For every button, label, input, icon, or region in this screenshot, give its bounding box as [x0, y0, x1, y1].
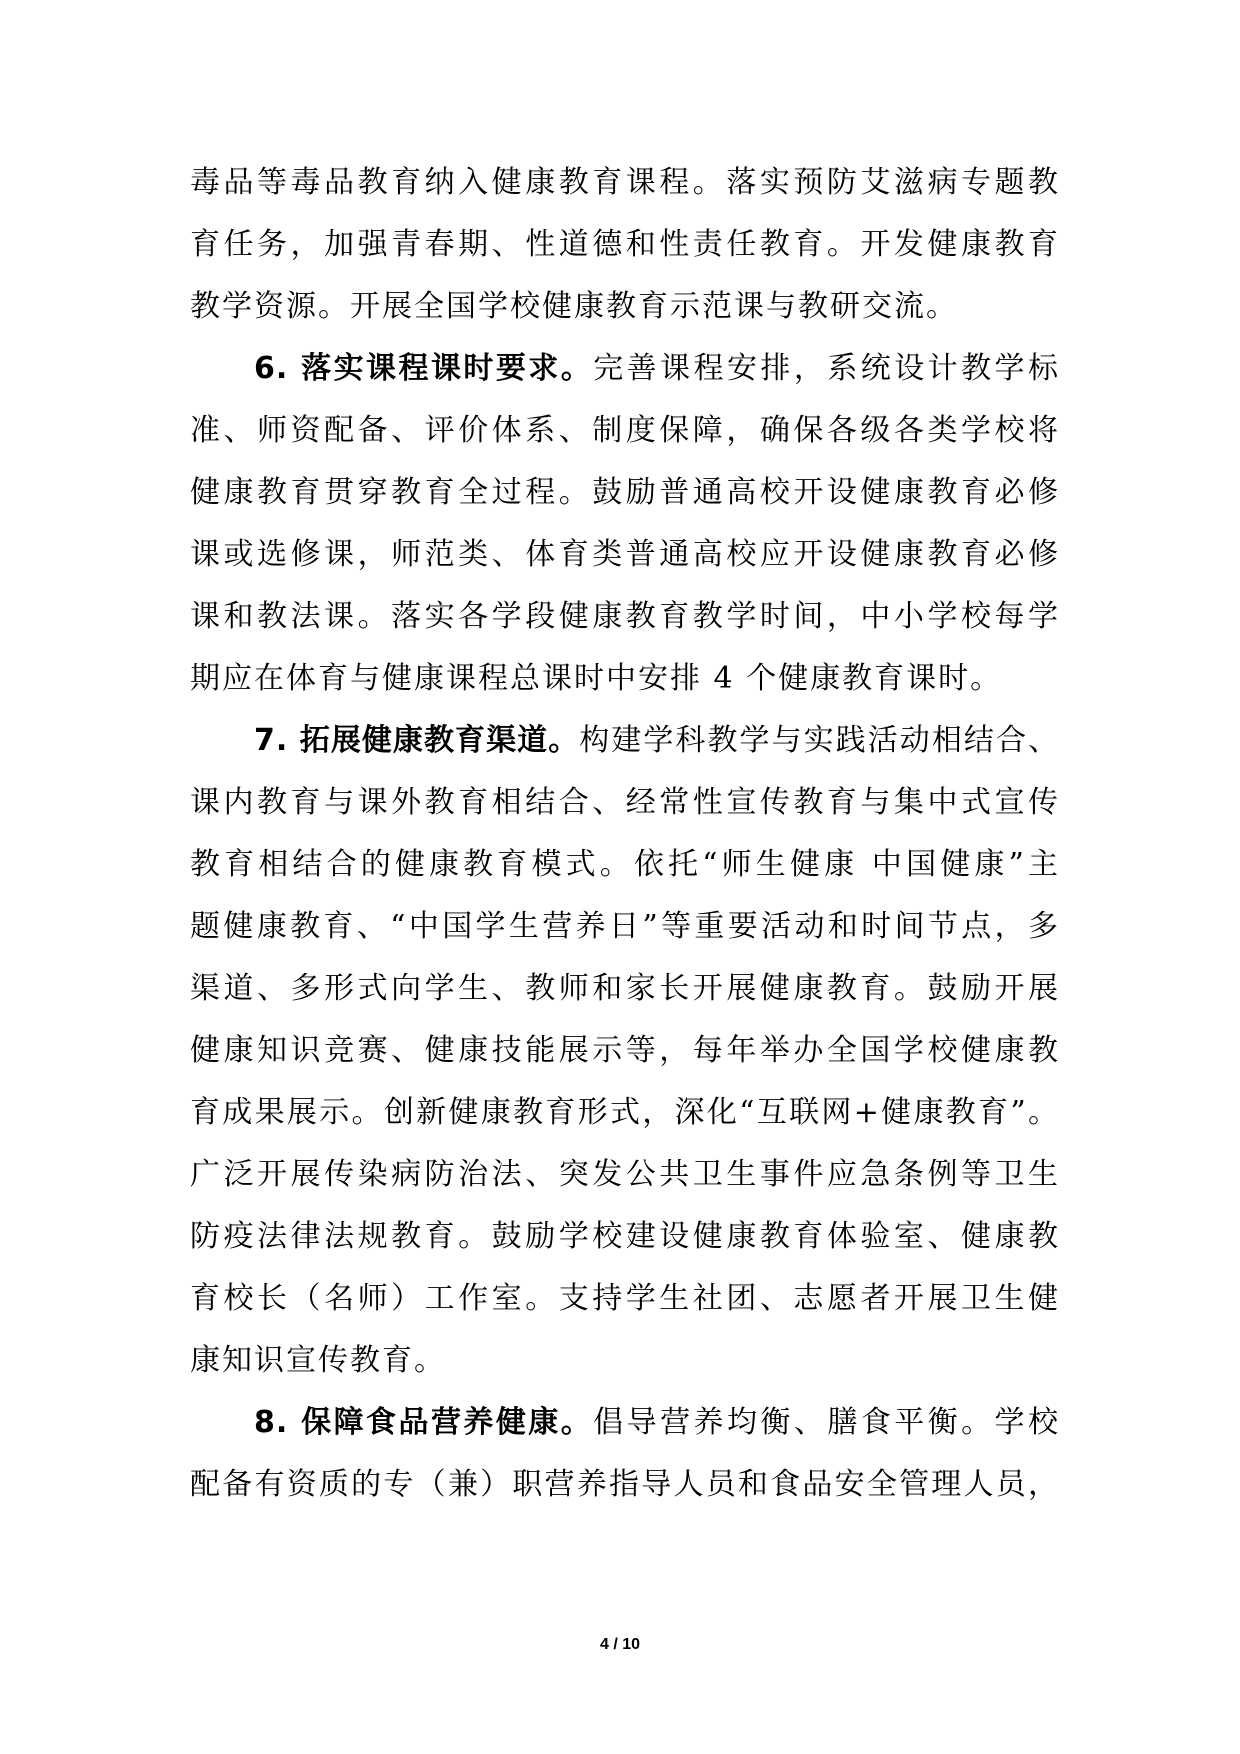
- text-line: 防疫法律法规教育。鼓励学校建设健康教育体验室、健康教: [190, 1219, 1060, 1254]
- section-8-heading: 8. 保障食品营养健康。: [254, 1405, 594, 1440]
- text-line: 健康教育贯穿教育全过程。鼓励普通高校开设健康教育必修: [190, 475, 1060, 510]
- text-line: 教学资源。开展全国学校健康教育示范课与教研交流。: [190, 289, 958, 324]
- text-span: 完善课程安排，系统设计教学标: [593, 351, 1060, 386]
- text-line: 康知识宣传教育。: [190, 1343, 446, 1378]
- text-line: 健康知识竞赛、健康技能展示等，每年举办全国学校健康教: [190, 1033, 1060, 1068]
- text-line: 毒品等毒品教育纳入健康教育课程。落实预防艾滋病专题教: [190, 165, 1060, 200]
- text-line: 课和教法课。落实各学段健康教育教学时间，中小学校每学: [190, 599, 1060, 634]
- text-line: 广泛开展传染病防治法、突发公共卫生事件应急条例等卫生: [190, 1157, 1060, 1192]
- text-line: 课或选修课，师范类、体育类普通高校应开设健康教育必修: [190, 537, 1060, 572]
- section-8-first-line: [190, 1392, 1060, 1454]
- body-text: [190, 152, 1060, 1516]
- section-6-first-line: [190, 338, 1060, 400]
- text-line: 渠道、多形式向学生、教师和家长开展健康教育。鼓励开展: [190, 971, 1060, 1006]
- section-7-heading: 7. 拓展健康教育渠道。: [254, 723, 580, 758]
- text-line: 育校长（名师）工作室。支持学生社团、志愿者开展卫生健: [190, 1281, 1060, 1316]
- text-line: 育任务，加强青春期、性道德和性责任教育。开发健康教育: [190, 227, 1060, 262]
- text-line: 育成果展示。创新健康教育形式，深化“互联网+健康教育”。: [190, 1095, 1060, 1130]
- page-number: 4 / 10: [599, 1636, 641, 1653]
- text-line: 课内教育与课外教育相结合、经常性宣传教育与集中式宣传: [190, 785, 1060, 820]
- section-6-heading: 6. 落实课程课时要求。: [254, 351, 594, 386]
- text-span: 构建学科教学与实践活动相结合、: [579, 723, 1060, 758]
- section-7-first-line: [190, 710, 1060, 772]
- text-line: 准、师资配备、评价体系、制度保障，确保各级各类学校将: [190, 413, 1060, 448]
- text-line: 题健康教育、“中国学生营养日”等重要活动和时间节点，多: [190, 909, 1060, 944]
- text-span: 倡导营养均衡、膳食平衡。学校: [593, 1405, 1060, 1440]
- text-line: 期应在体育与健康课程总课时中安排 4 个健康教育课时。: [190, 661, 1003, 696]
- text-line: 教育相结合的健康教育模式。依托“师生健康 中国健康”主: [190, 847, 1060, 882]
- text-line: 配备有资质的专（兼）职营养指导人员和食品安全管理人员，: [190, 1467, 1060, 1502]
